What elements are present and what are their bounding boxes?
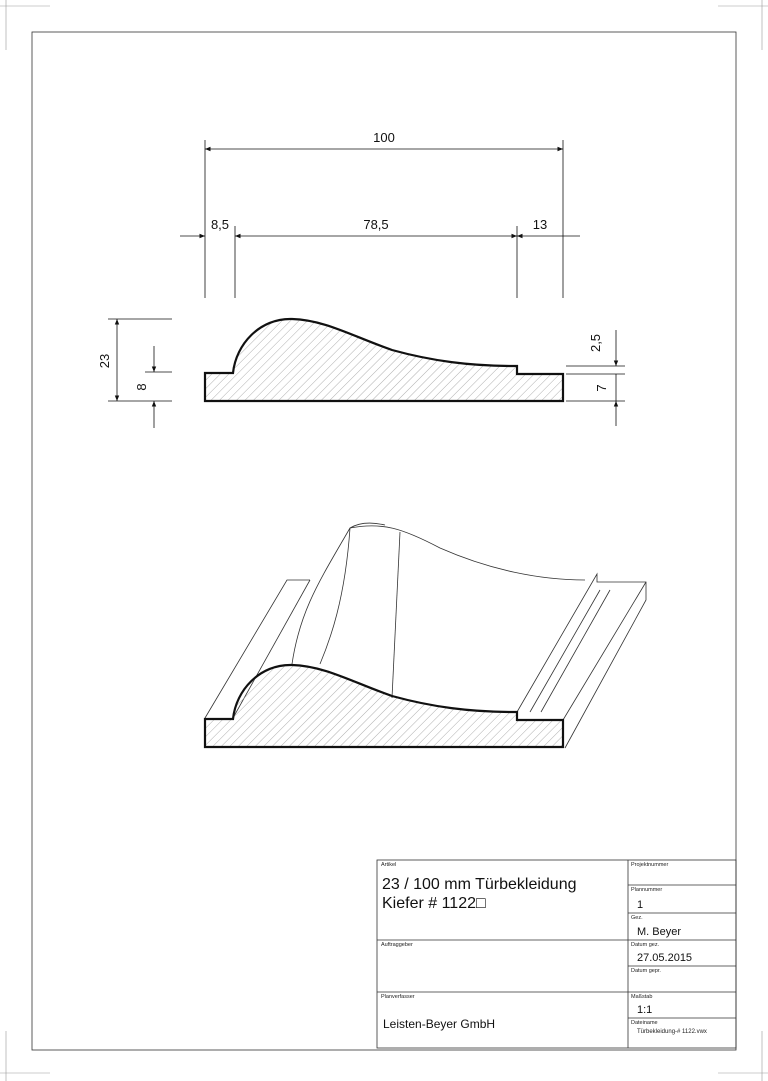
dim-overall-width: 100 — [373, 130, 395, 145]
profile-cross-section — [205, 319, 563, 401]
article-line-2: Kiefer # 1122□ — [382, 895, 486, 912]
dim-total-height: 23 — [97, 353, 112, 369]
date-drawn-label: Datum gez. — [631, 942, 660, 948]
client-label: Auftraggeber — [381, 942, 413, 948]
article-label: Artikel — [381, 862, 397, 868]
isometric-front-face — [205, 665, 563, 747]
dim-left-width: 8,5 — [210, 217, 230, 232]
drawn-by: M. Beyer — [637, 926, 682, 938]
dim-left-height: 8 — [134, 383, 149, 391]
author: Leisten-Beyer GmbH — [383, 1017, 496, 1031]
scale: 1:1 — [637, 1004, 653, 1016]
article-line-1: 23 / 100 mm Türbekleidung — [382, 876, 577, 893]
drawn-by-label: Gez. — [631, 915, 643, 921]
plan-number-label: Plannummer — [631, 887, 663, 893]
dim-right-width: 13 — [532, 217, 548, 232]
dim-middle-width: 78,5 — [363, 217, 389, 232]
date-checked-label: Datum gepr. — [631, 968, 661, 974]
date-drawn: 27.05.2015 — [637, 952, 693, 964]
filename-label: Dateiname — [631, 1020, 658, 1026]
author-label: Planverfasser — [381, 994, 415, 1000]
left-dimensions — [108, 319, 172, 428]
scale-label: Maßstab — [631, 994, 653, 1000]
dim-right-height: 7 — [594, 384, 609, 392]
dim-step-depth: 2,5 — [588, 333, 603, 353]
project-number-label: Projektnummer — [631, 862, 669, 868]
plan-number: 1 — [637, 899, 644, 911]
filename: Türbekleidung-# 1122.vwx — [637, 1029, 707, 1035]
